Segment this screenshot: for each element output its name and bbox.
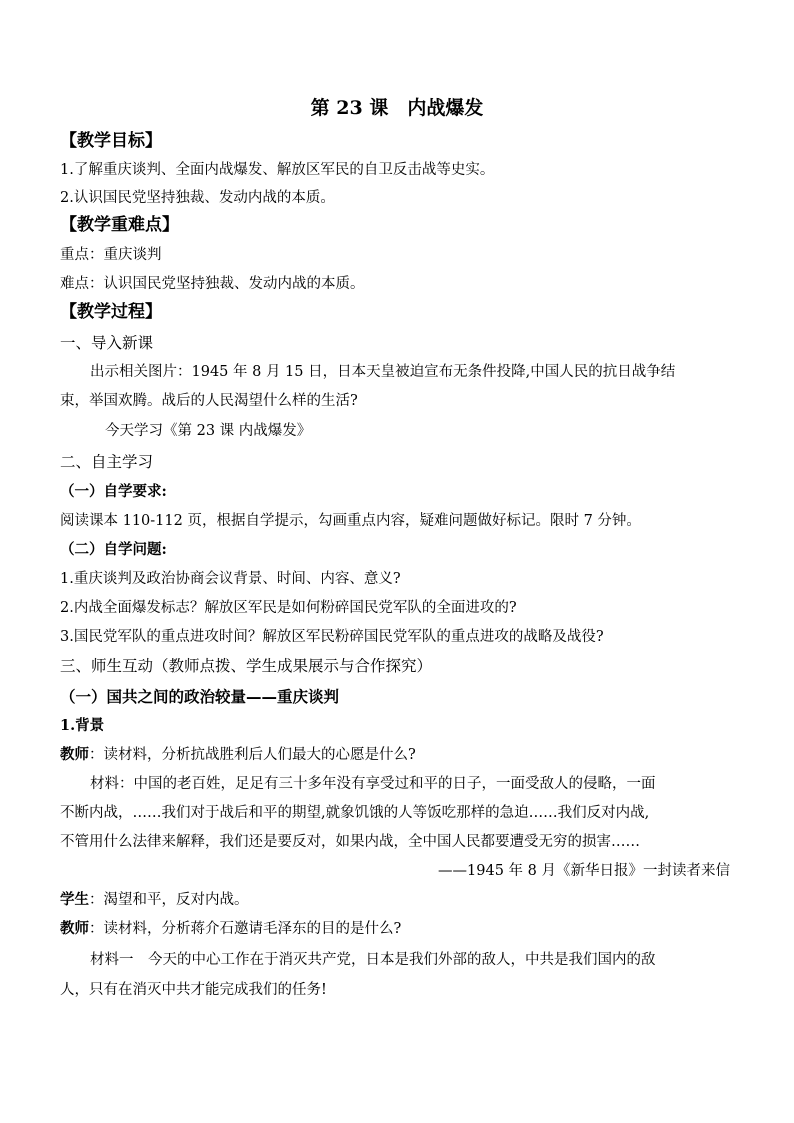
goal-item: 1.了解重庆谈判、全面内战爆发、解放区军民的自卫反击战等史实。 xyxy=(60,162,495,178)
student-text: ：渴望和平，反对内战。 xyxy=(89,892,249,908)
teacher-question xyxy=(60,745,416,765)
material-line: 材料：中国的老百姓，足足有三十多年没有享受过和平的日子，一面受敌人的侵略，一面 xyxy=(90,776,656,792)
material-line: 材料一 今天的中心工作在于消灭共产党，日本是我们外部的敌人，中共是我们国内的敌 xyxy=(90,952,656,968)
intro-paragraph-line: 出示相关图片：1945 年 8 月 15 日，日本天皇被迫宣布无条件投降,中国人民的抗日战争结 xyxy=(90,364,676,380)
teacher-text: ：读材料，分析蒋介石邀请毛泽东的目的是什么? xyxy=(89,921,402,937)
keypoints-heading: 【教学重难点】 xyxy=(60,215,179,235)
question-item: 2.内战全面爆发标志？解放区军民是如何粉碎国民党军队的全面进攻的? xyxy=(60,600,517,616)
questions-heading: （二）自学问题: xyxy=(60,541,167,558)
intro-heading: 一、导入新课 xyxy=(60,334,154,352)
goal-item: 2.认识国民党坚持独裁、发动内战的本质。 xyxy=(60,190,335,206)
question-item: 3.国民党军队的重点进攻时间？解放区军民粉碎国民党军队的重点进攻的战略及战役? xyxy=(60,629,604,645)
lesson-title: 第 23 课 内战爆发 xyxy=(310,97,484,119)
requirements-text: 阅读课本 110-112 页，根据自学提示，勾画重点内容，疑难问题做好标记。限时 7 分钟。 xyxy=(60,513,641,529)
material-line: 不断内战，……我们对于战后和平的期望,就象饥饿的人等饭吃那样的急迫……我们反对内战, xyxy=(60,805,650,821)
intro-paragraph-line: 束，举国欢腾。战后的人民渴望什么样的生活? xyxy=(60,393,358,409)
student-label: 学生 xyxy=(60,891,89,908)
goals-heading: 【教学目标】 xyxy=(60,131,162,151)
interaction-heading: 三、师生互动（教师点拨、学生成果展示与合作探究） xyxy=(60,657,433,675)
requirements-heading: （一）自学要求: xyxy=(60,483,167,500)
teacher-label: 教师 xyxy=(60,920,89,937)
student-answer xyxy=(60,890,249,910)
background-heading: 1.背景 xyxy=(60,717,105,734)
key-point: 重点：重庆谈判 xyxy=(60,247,162,263)
process-heading: 【教学过程】 xyxy=(60,302,162,322)
self-study-heading: 二、自主学习 xyxy=(60,453,154,471)
difficult-point: 难点：认识国民党坚持独裁、发动内战的本质。 xyxy=(60,276,365,292)
teacher-text: ：读材料，分析抗战胜利后人们最大的心愿是什么? xyxy=(89,747,416,763)
teacher-label: 教师 xyxy=(60,746,89,763)
question-item: 1.重庆谈判及政治协商会议背景、时间、内容、意义? xyxy=(60,571,401,587)
subsection-heading: （一）国共之间的政治较量——重庆谈判 xyxy=(60,688,340,706)
material-line: 人，只有在消灭中共才能完成我们的任务! xyxy=(60,982,327,998)
material-line: 不管用什么法律来解释，我们还是要反对，如果内战，全中国人民都要遭受无穷的损害…… xyxy=(60,834,640,850)
intro-today: 今天学习《第 23 课 内战爆发》 xyxy=(105,423,312,439)
teacher-question xyxy=(60,919,401,939)
material-source: ——1945 年 8 月《新华日报》一封读者来信 xyxy=(438,863,730,879)
